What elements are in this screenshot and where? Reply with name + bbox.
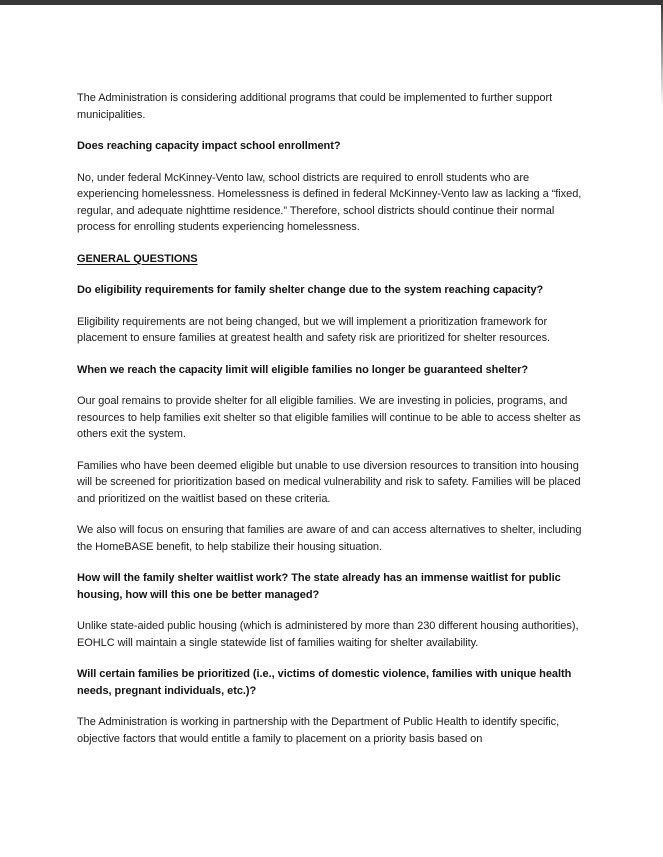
question-heading: Will certain families be prioritized (i.e., victims of domestic violence, families with unique health needs, pregnant individuals, etc.)?	[77, 668, 572, 697]
paragraph: The Administration is considering additional programs that could be implemented to further support municipalities.	[77, 92, 553, 121]
document-body	[77, 90, 593, 747]
paragraph: No, under federal McKinney-Vento law, school districts are required to enroll students who are experiencing homelessness. Homelessness is defined in federal McKinney-Vento law as lacking a “fixed, regular, and adequate nighttime residence.” Therefore, school districts should continue their normal process for enrolling students experiencing homelessness.	[77, 171, 582, 233]
question-heading: Does reaching capacity impact school enrollment?	[77, 140, 341, 152]
paragraph: Families who have been deemed eligible but unable to use diversion resources to transition into housing will be screened for prioritization based on medical vulnerability and risk to safety. Families will be placed and prioritized on the waitlist based on these criteria.	[77, 459, 581, 505]
paragraph: We also will focus on ensuring that families are aware of and can access alternatives to shelter, including the HomeBASE benefit, to help stabilize their housing situation.	[77, 524, 582, 553]
question-heading: When we reach the capacity limit will eligible families no longer be guaranteed shelter?	[77, 363, 528, 376]
viewer-top-edge-bar	[0, 0, 663, 5]
section-heading: GENERAL QUESTIONS	[77, 252, 198, 265]
paragraph: Unlike state-aided public housing (which is administered by more than 230 different housing authorities), EOHLC will maintain a single statewide list of families waiting for shelter availability.	[77, 620, 579, 649]
paragraph: Our goal remains to provide shelter for all eligible families. We are investing in policies, programs, and resources to help families exit shelter so that eligible families will continue to be able to access shelter as others exit the system.	[77, 395, 581, 440]
question-heading: How will the family shelter waitlist work? The state already has an immense waitlist for public housing, how will this one be better managed?	[77, 572, 561, 601]
question-heading: Do eligibility requirements for family shelter change due to the system reaching capacity?	[77, 284, 544, 296]
paragraph: The Administration is working in partnership with the Department of Public Health to identify specific, objective factors that would entitle a family to placement on a priority basis based on	[77, 716, 560, 745]
paragraph: Eligibility requirements are not being changed, but we will implement a prioritization framework for placement to ensure families at greatest health and safety risk are prioritized for shelter resources.	[77, 315, 551, 344]
